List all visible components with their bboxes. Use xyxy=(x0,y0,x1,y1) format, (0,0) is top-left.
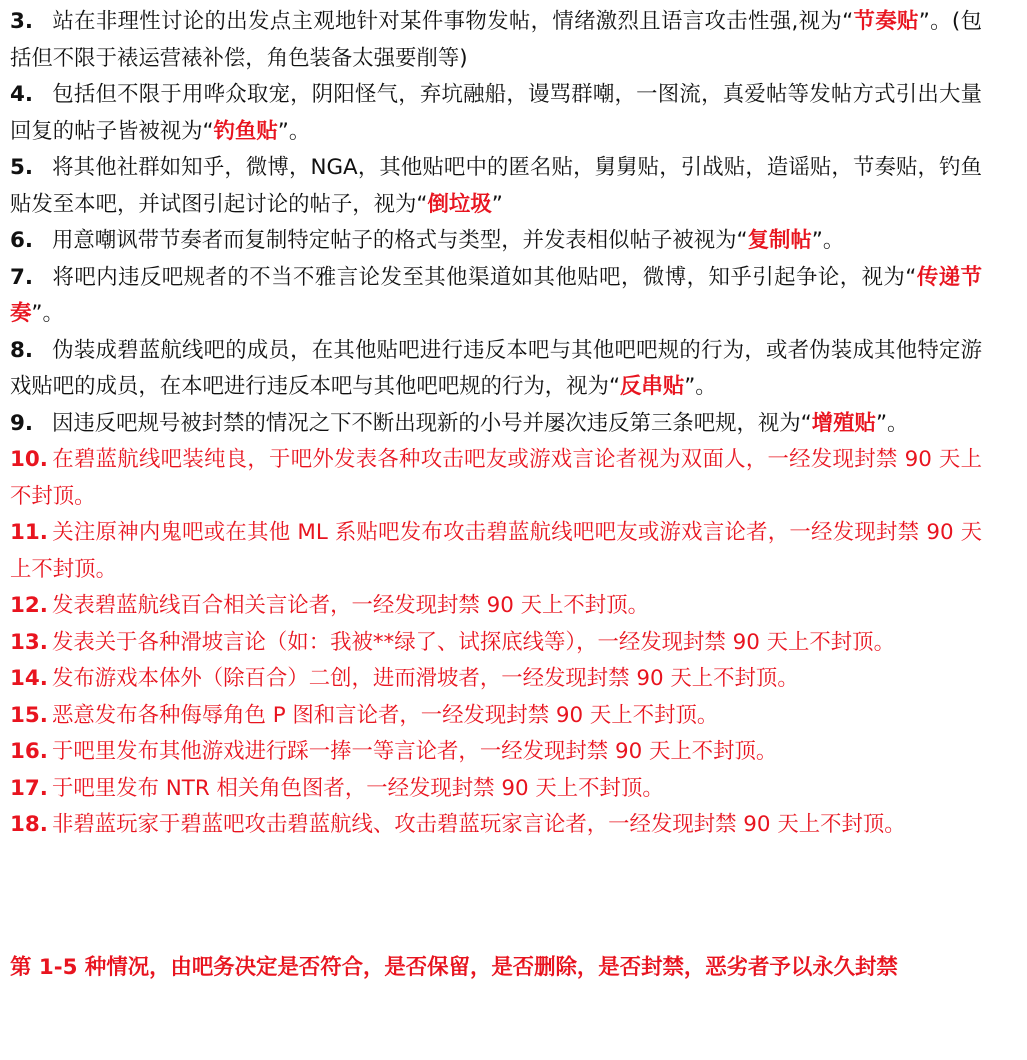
rule-text: 在碧蓝航线吧装纯良，于吧外发表各种攻击吧友或游戏言论者视为双面人，一经发现封禁 90 天上不封顶。 xyxy=(10,447,982,509)
rule-number: 12. xyxy=(10,593,48,618)
rule-text: ”。 xyxy=(31,301,64,326)
rule-number: 3. xyxy=(10,9,34,34)
rule-number: 4. xyxy=(10,82,34,107)
rule-text: 发表碧蓝航线百合相关言论者，一经发现封禁 90 天上不封顶。 xyxy=(52,593,649,618)
rule-highlight-term: 倒垃圾 xyxy=(427,191,492,217)
rule-number: 10. xyxy=(10,447,48,472)
rule-number: 15. xyxy=(10,702,48,728)
rule-item xyxy=(10,698,982,735)
rule-text: 关注原神内鬼吧或在其他 ML 系贴吧发布攻击碧蓝航线吧吧友或游戏言论者，一经发现封禁 90 天上不封顶。 xyxy=(10,520,982,582)
rule-text: 发表关于各种滑坡言论（如：我被**绿了、试探底线等），一经发现封禁 90 天上不封顶。 xyxy=(52,629,895,655)
rule-text: 伪装成碧蓝航线吧的成员，在其他贴吧进行违反本吧与其他吧吧规的行为，或者伪装成其他特定游戏贴吧的成员，在本吧进行违反本吧与其他吧吧规的行为，视为“ xyxy=(10,337,982,399)
rule-item xyxy=(10,661,982,698)
rule-item xyxy=(10,333,982,406)
rule-item xyxy=(10,734,982,771)
rule-highlight-term: 传递节奏 xyxy=(10,264,982,326)
rule-text: ” xyxy=(491,191,503,217)
rule-number: 8. xyxy=(10,337,34,363)
rule-item xyxy=(10,150,982,223)
rule-item xyxy=(10,4,982,77)
rule-item xyxy=(10,77,982,150)
rule-text: 于吧里发布其他游戏进行踩一捧一等言论者，一经发现封禁 90 天上不封顶。 xyxy=(52,739,778,764)
rule-highlight-term: 复制帖 xyxy=(747,228,812,253)
rule-number: 17. xyxy=(10,775,48,801)
rule-number: 14. xyxy=(10,666,48,691)
rule-number: 6. xyxy=(10,228,34,253)
rule-highlight-term: 节奏贴 xyxy=(853,9,919,34)
rule-item xyxy=(10,588,982,625)
rule-number: 11. xyxy=(10,520,48,545)
rule-text: ”。 xyxy=(811,228,845,253)
rule-highlight-term: 增殖贴 xyxy=(811,410,876,436)
rule-text: ”。 xyxy=(875,410,909,436)
rule-number: 16. xyxy=(10,739,48,764)
rule-text: 站在非理性讨论的出发点主观地针对某件事物发帖，情绪激烈且语言攻击性强,视为“ xyxy=(52,9,854,34)
footer-note: 第 1-5 种情况，由吧务决定是否符合，是否保留，是否删除，是否封禁，恶劣者予以永久封禁 xyxy=(10,955,898,980)
rule-text: ”。 xyxy=(684,374,717,399)
rule-text: 发布游戏本体外（除百合）二创，进而滑坡者，一经发现封禁 90 天上不封顶。 xyxy=(52,666,799,691)
rule-number: 18. xyxy=(10,812,48,837)
rule-text: 非碧蓝玩家于碧蓝吧攻击碧蓝航线、攻击碧蓝玩家言论者，一经发现封禁 90 天上不封顶。 xyxy=(52,812,906,837)
rule-item xyxy=(10,260,982,333)
rule-item xyxy=(10,625,982,662)
rule-text: 包括但不限于用哗众取宠，阴阳怪气，弃坑融船，谩骂群嘲，一图流，真爱帖等发帖方式引出大量回复的帖子皆被视为“ xyxy=(10,82,982,144)
rule-highlight-term: 钓鱼贴 xyxy=(213,118,278,144)
rule-item xyxy=(10,406,982,443)
rule-text: 将吧内违反吧规者的不当不雅言论发至其他渠道如其他贴吧，微博，知乎引起争论，视为“ xyxy=(52,264,917,290)
rule-item xyxy=(10,807,982,844)
rule-number: 9. xyxy=(10,410,34,436)
rule-number: 13. xyxy=(10,629,48,655)
rules-document xyxy=(10,0,982,844)
rule-text: 将其他社群如知乎，微博，NGA，其他贴吧中的匿名贴，舅舅贴，引战贴，造谣贴，节奏贴，钓鱼贴发至本吧，并试图引起讨论的帖子，视为“ xyxy=(10,155,982,217)
rule-item xyxy=(10,771,982,808)
rule-number: 5. xyxy=(10,155,34,180)
rule-item xyxy=(10,442,982,515)
rule-item xyxy=(10,515,982,588)
rule-item xyxy=(10,223,982,260)
rule-number: 7. xyxy=(10,264,34,290)
rule-text: 因违反吧规号被封禁的情况之下不断出现新的小号并屡次违反第三条吧规，视为“ xyxy=(52,410,812,436)
rule-text: ”。(包括但不限于裱运营裱补偿，角色装备太强要削等) xyxy=(10,9,982,71)
rule-text: 用意嘲讽带节奏者而复制特定帖子的格式与类型，并发表相似帖子被视为“ xyxy=(52,228,748,253)
rule-text: 于吧里发布 NTR 相关角色图者，一经发现封禁 90 天上不封顶。 xyxy=(52,775,664,801)
rule-text: 恶意发布各种侮辱角色 P 图和言论者，一经发现封禁 90 天上不封顶。 xyxy=(52,702,719,728)
rule-highlight-term: 反串贴 xyxy=(620,374,685,399)
rule-text: ”。 xyxy=(277,118,311,144)
